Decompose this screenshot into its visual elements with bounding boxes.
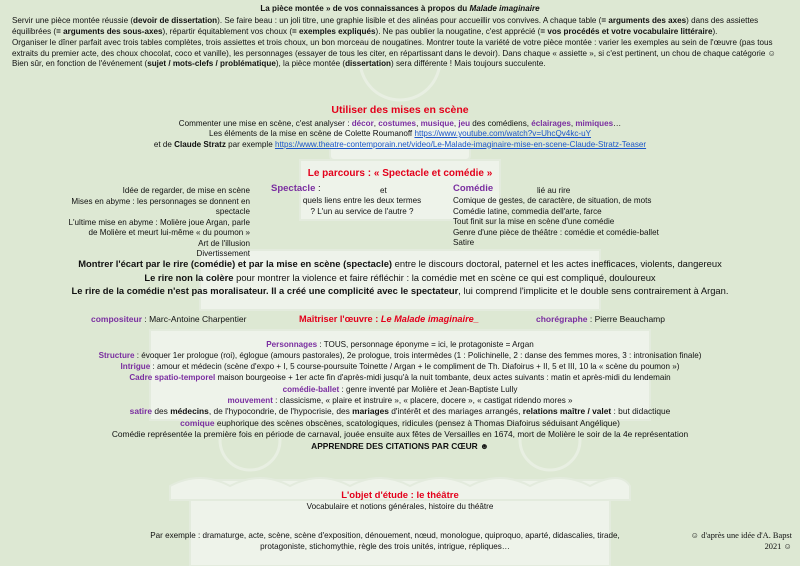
citations-line: APPRENDRE DES CITATIONS PAR CŒUR ☻ <box>311 440 489 451</box>
spectacle-notions-list <box>60 186 250 260</box>
youtube-link[interactable]: https://www.youtube.com/watch?v=UhcQv4kc-uY <box>414 129 592 139</box>
cadre-line: Cadre spatio-temporel maison bourgeoise + 1er acte fin d'après-midi jusqu'à la nuit tombante, deux actes suivants : matin et après-midi du lendemain <box>129 373 671 383</box>
links-question: quels liens entre les deux termes ? L'un au service de l'autre ? <box>302 196 422 216</box>
intro-paragraph-1: Servir une pièce montée réussie (devoir de dissertation). Se faire beau : un joli titre, une graphie lisible et des alinéas pour accueillir vos convives. A chaque table (= arguments des axes) dans des assiettes équilibrées (= arguments des sous-axes), répartir équitablement vos choux (= exemples expliqués). Ne pas oublier la nougatine, c'est apprécié (= vos procédés et votre vocabulaire littéraire). <box>12 16 759 36</box>
satire-line: satire des médecins, de l'hypocondrie, de l'hypocrisie, des mariages d'intérêt et des mariages arrangés, relations maître / valet : but didactique <box>129 405 671 416</box>
key-idea-line: Le rire non la colère pour montrer la violence et faire réfléchir : la comédie met en scène ce qui est compliqué, douloureux <box>144 271 656 283</box>
list-item: Mises en abyme : les personnages se donnent en spectacle <box>71 196 250 217</box>
objet-etude-subtitle: Vocabulaire et notions générales, histoire du théâtre <box>306 502 494 512</box>
comedie-ballet-line: comédie-ballet : genre inventé par Molière et Jean-Baptiste Lully <box>282 384 518 394</box>
objet-etude-heading: L'objet d'étude : le théâtre <box>341 490 459 501</box>
compositeur-entry: compositeur : Marc-Antoine Charpentier <box>91 314 247 324</box>
roumanoff-line: Les éléments de la mise en scène de Colette Roumanoff https://www.youtube.com/watch?v=UhcQv4kc-uY <box>208 129 592 139</box>
list-item: Idée de regarder, de mise en scène <box>122 186 250 195</box>
vocabulary-examples: Par exemple : dramaturge, acte, scène, scène d'exposition, dénouement, nœud, monologue, quiproquo, aparté, didascalies, tirade, protagoniste, stichomythie, règle des trois unités, intrigue, répliques… <box>150 531 620 551</box>
mouvement-line: mouvement : classicisme, « plaire et instruire », « placere, docere », « castigat ridendo mores » <box>227 395 573 405</box>
list-item: Tout finit sur la mise en scène d'une comédie <box>453 217 615 227</box>
intrigue-line: Intrigue : amour et médecin (scène d'expo + I, 5 course-poursuite Toinette / Argan + le compliment de Th. Diafoirus + II, 5 et III, 10 la « scène du poumon ») <box>120 362 680 372</box>
key-idea-line: Montrer l'écart par le rire (comédie) et par la mise en scène (spectacle) entre le discours doctoral, paternel et les actes inefficaces, violents, dangereux <box>78 258 722 269</box>
comique-line: comique euphorique des scènes obscènes, scatologiques, ridicules (pensez à Thomas Diafoirus séduisant Angélique) <box>180 417 620 428</box>
theatre-contemporain-link[interactable]: https://www.theatre-contemporain.net/video/Le-Malade-imaginaire-mise-en-scene-Claude-Stratz-Teaser <box>274 139 647 149</box>
key-idea-line: Le rire de la comédie n'est pas moralisateur. Il a créé une complicité avec le spectateur, lui comprend l'implicite et le double sens contrairement à Argan. <box>71 285 729 297</box>
credit-note: ☺ d'après une idée d'A. Bapst 2021 ☺ <box>690 531 792 551</box>
list-item: Comédie latine, commedia dell'arte, farce <box>453 206 602 216</box>
list-item: Satire <box>453 238 475 248</box>
list-item: Genre d'une pièce de théâtre : comédie et comédie-ballet <box>453 227 659 237</box>
list-item: L'ultime mise en abyme : Molière joue Argan, parle de Molière et meurt lui-même « du poumon » <box>68 217 250 238</box>
choregraphe-entry: chorégraphe : Pierre Beauchamp <box>536 314 665 324</box>
parcours-heading: Le parcours : « Spectacle et comédie » <box>307 168 493 179</box>
page-title: La pièce montée » de vos connaissances à propos du Malade imaginaire <box>260 4 540 13</box>
mise-en-scene-section <box>0 104 800 150</box>
maitriser-oeuvre-heading: Maîtriser l'œuvre : Le Malade imaginaire_ <box>299 314 479 324</box>
comedie-notions-list <box>453 196 713 249</box>
list-item: Art de l'illusion <box>198 238 250 248</box>
et-label: et <box>380 186 387 195</box>
list-item: Comique de gestes, de caractère, de situation, de mots <box>453 196 652 205</box>
objet-etude-section <box>0 490 800 513</box>
mise-en-scene-keywords-line: Commenter une mise en scène, c'est analyser : décor, costumes, musique, jeu des comédiens, éclairages, mimiques… <box>178 118 622 128</box>
personnages-line: Personnages : TOUS, personnage éponyme = ici, le protagoniste = Argan <box>266 340 534 349</box>
intro-paragraph-2: Organiser le dîner parfait avec trois tables complètes, trois assiettes et trois choux, un bon morceau de nougatines. Montrer toute la variété de votre pièce montée : varier les exemples au sein de l'œuvre (pas tous extraits du premier acte, des choux chocolat, coco et vanille), les personnages (essayer de tous les citer, en répartissant dans le devoir). Dans chaque « assiette », si c'est pertinent, un chou de chaque catégorie ☺ Bien sûr, en fonction de l'événement (sujet / mots-clefs / problématique), la pièce montée (dissertation) sera différente ! Mais toujours succulente. <box>12 38 776 69</box>
mise-en-scene-heading: Utiliser des mises en scène <box>331 104 469 116</box>
list-item: Divertissement <box>196 249 250 259</box>
structure-line: Structure : évoquer 1er prologue (roi), églogue (amours pastorales), 2e prologue, trois intermèdes (1 : Polichinelle, 2 : danse des femmes mores, 3 : intronisation finale) <box>98 351 702 361</box>
spectacle-label: Spectacle : <box>271 183 321 194</box>
comedie-label: Comédie <box>453 183 494 194</box>
rire-label: lié au rire <box>537 186 571 195</box>
date-line: Comédie représentée la première fois en période de carnaval, jouée ensuite aux fêtes de Versailles en 1674, mort de Molière le soir de la 4e représentation <box>111 429 689 440</box>
title-play-name: Malade imaginaire <box>469 4 540 13</box>
stratz-line: et de Claude Stratz par exemple https://www.theatre-contemporain.net/video/Le-Malade-imaginaire-mise-en-scene-Claude-Stratz-Teaser <box>153 139 647 149</box>
key-ideas-section <box>0 257 800 298</box>
intro-section <box>12 16 788 71</box>
oeuvre-details-section <box>0 339 800 452</box>
